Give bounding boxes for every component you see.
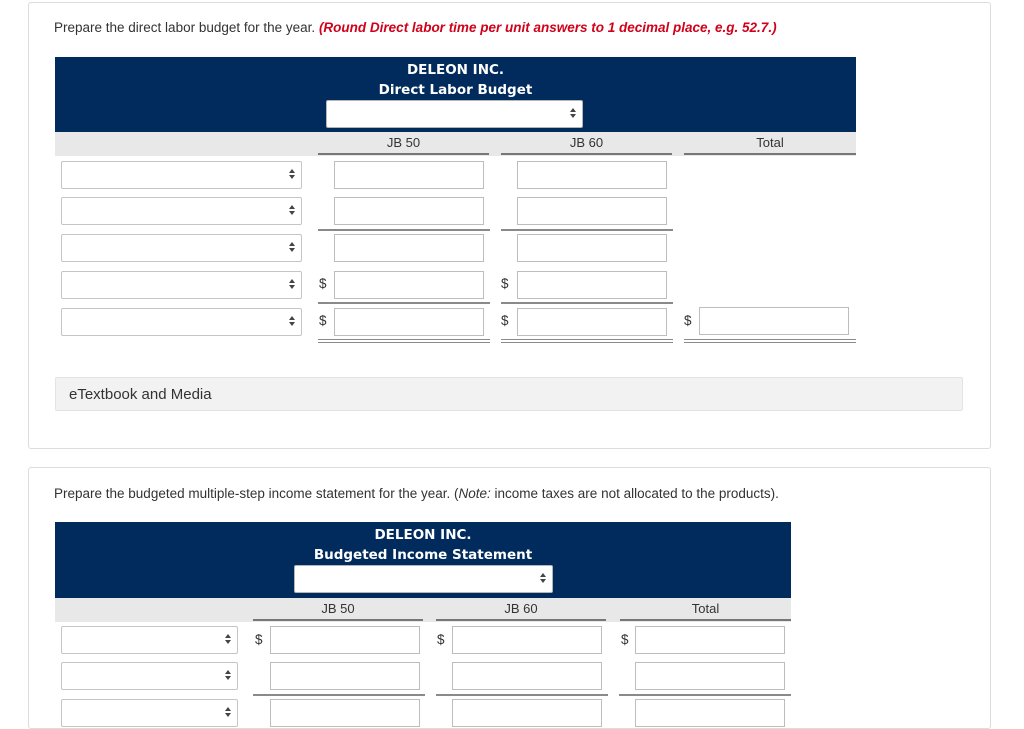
note-label: Note:	[458, 486, 491, 501]
column-header-row	[55, 598, 791, 622]
jb60-input[interactable]	[517, 271, 667, 299]
jb50-input[interactable]	[334, 161, 484, 189]
row-label-select[interactable]	[61, 662, 238, 690]
instruction-text: Prepare the direct labor budget for the year.	[54, 20, 316, 35]
rounding-hint: (Round Direct labor time per unit answers to 1 decimal place, e.g. 52.7.)	[318, 20, 777, 35]
select-arrows-icon	[289, 241, 295, 255]
total-double-line	[501, 339, 673, 343]
select-arrows-icon	[225, 633, 231, 647]
dollar-sign: $	[319, 276, 327, 291]
jb50-input[interactable]	[334, 308, 484, 336]
column-header-row	[55, 132, 856, 156]
dollar-sign: $	[621, 632, 629, 647]
direct-labor-panel	[28, 2, 991, 449]
column-header-jb50: JB 50	[318, 132, 489, 155]
row-label-select[interactable]	[61, 626, 238, 654]
select-arrows-icon	[225, 706, 231, 720]
jb60-input[interactable]	[452, 662, 602, 690]
dollar-sign: $	[255, 632, 263, 647]
select-arrows-icon	[225, 669, 231, 683]
income-statement-header	[55, 522, 791, 598]
dollar-sign: $	[319, 313, 327, 328]
row-label-select[interactable]	[61, 197, 302, 225]
subtotal-line	[253, 694, 425, 696]
select-arrows-icon	[570, 107, 576, 121]
instruction-text: Prepare the budgeted multiple-step income statement for the year. (	[54, 486, 459, 501]
row-label-select[interactable]	[61, 699, 238, 727]
company-name: DELEON INC.	[406, 62, 505, 78]
jb50-input[interactable]	[334, 197, 484, 225]
select-arrows-icon	[289, 204, 295, 218]
budget-title: Direct Labor Budget	[378, 82, 533, 98]
total-double-line	[318, 339, 490, 343]
jb50-input[interactable]	[334, 234, 484, 262]
jb50-input[interactable]	[270, 699, 420, 727]
jb50-input[interactable]	[270, 626, 420, 654]
column-header-total: Total	[684, 132, 856, 155]
total-input[interactable]	[635, 626, 785, 654]
column-header-jb60: JB 60	[501, 132, 672, 155]
subtotal-line	[436, 694, 608, 696]
jb60-input[interactable]	[517, 308, 667, 336]
row-label-select[interactable]	[61, 271, 302, 299]
direct-labor-instruction	[54, 20, 777, 35]
income-statement-instruction	[54, 486, 779, 501]
subtotal-line	[318, 229, 490, 231]
total-input[interactable]	[635, 662, 785, 690]
total-input[interactable]	[699, 307, 849, 335]
jb50-input[interactable]	[270, 662, 420, 690]
etextbook-and-media-link[interactable]: eTextbook and Media	[55, 377, 963, 411]
jb60-input[interactable]	[517, 234, 667, 262]
column-header-total: Total	[620, 598, 791, 621]
dollar-sign: $	[501, 313, 509, 328]
select-arrows-icon	[289, 278, 295, 292]
total-double-line	[684, 339, 856, 343]
select-arrows-icon	[289, 168, 295, 182]
period-select[interactable]	[294, 565, 553, 593]
row-label-select[interactable]	[61, 234, 302, 262]
select-arrows-icon	[289, 315, 295, 329]
jb60-input[interactable]	[452, 699, 602, 727]
period-select[interactable]	[326, 100, 583, 128]
column-header-jb50: JB 50	[253, 598, 423, 621]
subtotal-line	[619, 694, 791, 696]
dollar-sign: $	[684, 313, 692, 328]
subtotal-line	[501, 229, 673, 231]
row-label-select[interactable]	[61, 161, 302, 189]
dollar-sign: $	[437, 632, 445, 647]
income-statement-panel	[28, 467, 991, 729]
total-input[interactable]	[635, 699, 785, 727]
subtotal-line	[501, 302, 673, 304]
company-name: DELEON INC.	[374, 527, 472, 543]
instruction-text-end: income taxes are not allocated to the products).	[490, 486, 779, 501]
jb60-input[interactable]	[517, 197, 667, 225]
jb60-input[interactable]	[452, 626, 602, 654]
dollar-sign: $	[501, 276, 509, 291]
statement-title: Budgeted Income Statement	[313, 547, 533, 563]
row-label-select[interactable]	[61, 308, 302, 336]
jb50-input[interactable]	[334, 271, 484, 299]
budget-header	[55, 57, 856, 132]
jb60-input[interactable]	[517, 161, 667, 189]
subtotal-line	[318, 302, 490, 304]
select-arrows-icon	[540, 572, 546, 586]
column-header-jb60: JB 60	[436, 598, 606, 621]
